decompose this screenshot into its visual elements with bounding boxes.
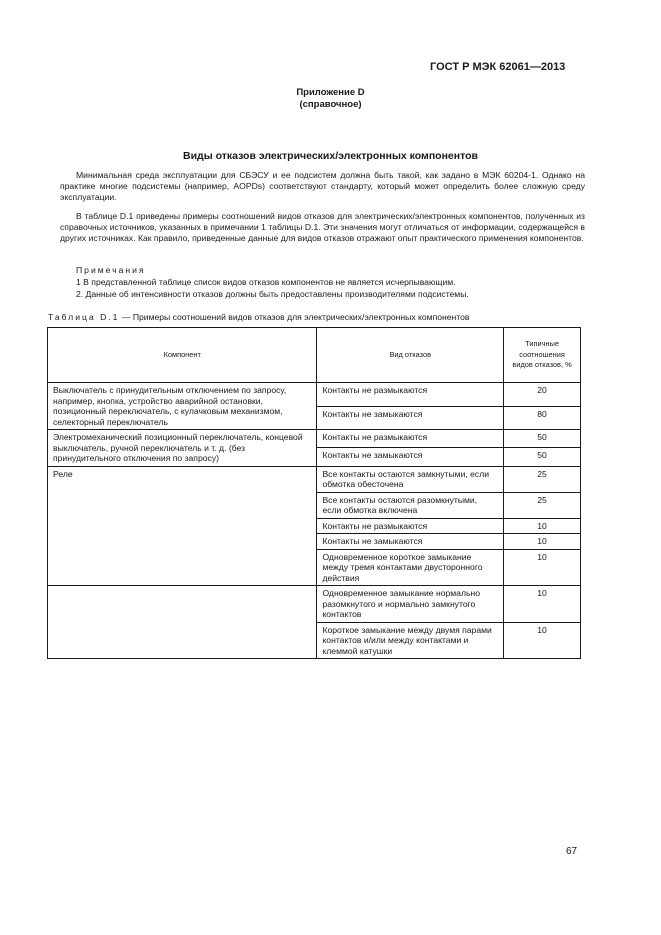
failure-mode-cell: Все контакты остаются замкнутыми, если обмотка обесточена <box>317 466 504 492</box>
ratio-cell: 20 <box>504 383 581 407</box>
note-1: 1 В представленной таблице список видов отказов компонентов не является исчерпывающим. <box>76 277 456 287</box>
header-failure-mode: Вид отказов <box>317 328 504 383</box>
failure-mode-cell: Контакты не размыкаются <box>317 383 504 407</box>
table-body <box>48 383 581 659</box>
paragraph-2: В таблице D.1 приведены примеры соотношений видов отказов для электрических/электронных компонентов, полученных из справочных источников, указанных в примечании 1 таблицы D.1. Эти значения могут отличаться от информации, содержащейся в других источниках. Как правило, приведенные данные для видов отказов отражают опыт практического применения компонентов. <box>60 211 585 243</box>
section-title: Виды отказов электрических/электронных компонентов <box>183 150 478 162</box>
ratio-cell: 25 <box>504 466 581 492</box>
component-cell: Реле <box>48 466 317 586</box>
failure-modes-table <box>47 327 581 659</box>
page-number: 67 <box>566 846 578 857</box>
table-row <box>48 466 581 492</box>
header-ratio: Типичные соотношения видов отказов, % <box>504 328 581 383</box>
ratio-cell: 80 <box>504 406 581 430</box>
failure-mode-cell: Контакты не замыкаются <box>317 448 504 466</box>
ratio-cell: 10 <box>504 534 581 550</box>
failure-mode-cell: Одновременное короткое замыкание между тремя контактами двусторонного действия <box>317 549 504 586</box>
ratio-cell: 25 <box>504 492 581 518</box>
table-caption-text: — Примеры соотношений видов отказов для электрических/электронных компонентов <box>119 312 470 322</box>
annex-title: Приложение D <box>296 87 365 98</box>
note-2: 2. Данные об интенсивности отказов должны быть предоставлены производителями подсистемы. <box>76 289 469 299</box>
failure-mode-cell: Контакты не размыкаются <box>317 518 504 534</box>
failure-mode-cell: Короткое замыкание между двумя парами контактов и/или между контактами и клеммой катушки <box>317 622 504 659</box>
ratio-cell: 10 <box>504 518 581 534</box>
ratio-cell: 10 <box>504 586 581 623</box>
ratio-cell: 10 <box>504 622 581 659</box>
header-component: Компонент <box>48 328 317 383</box>
failure-mode-cell: Контакты не замыкаются <box>317 406 504 430</box>
component-cell <box>48 586 317 659</box>
ratio-cell: 10 <box>504 549 581 586</box>
notes-block <box>60 264 585 300</box>
failure-mode-cell: Одновременное замыкание нормально разомкнутого и нормально замкнутого контактов <box>317 586 504 623</box>
table-row <box>48 430 581 448</box>
table-header-row <box>48 328 581 383</box>
ratio-cell: 50 <box>504 448 581 466</box>
table-caption <box>48 312 469 322</box>
annex-subtitle: (справочное) <box>299 99 362 110</box>
failure-mode-cell: Контакты не размыкаются <box>317 430 504 448</box>
paragraph-1: Минимальная среда эксплуатации для СБЭСУ и ее подсистем должна быть такой, как задано в МЭК 60204-1. Однако на практике многие подсистемы (например, AOPDs) соответствуют стандарту, который может определить более сложную среду эксплуатации. <box>60 170 585 202</box>
component-cell: Выключатель с принудительным отключением по запросу, например, кнопка, устройство аварийной остановки, позиционный переключатель, с кулачковым механизмом, селекторный переключатель <box>48 383 317 430</box>
table-row <box>48 383 581 407</box>
failure-mode-cell: Все контакты остаются разомкнутыми, если обмотка включена <box>317 492 504 518</box>
component-cell: Электромеханический позиционный переключатель, концевой выключатель, ручной переключатель и т. д. (без принудительного отключения по запросу) <box>48 430 317 467</box>
ratio-cell: 50 <box>504 430 581 448</box>
table-caption-label: Таблица D.1 <box>48 312 120 322</box>
table-row <box>48 586 581 623</box>
standard-designation: ГОСТ Р МЭК 62061—2013 <box>430 61 566 73</box>
failure-mode-cell: Контакты не замыкаются <box>317 534 504 550</box>
notes-heading: Примечания <box>76 265 146 275</box>
